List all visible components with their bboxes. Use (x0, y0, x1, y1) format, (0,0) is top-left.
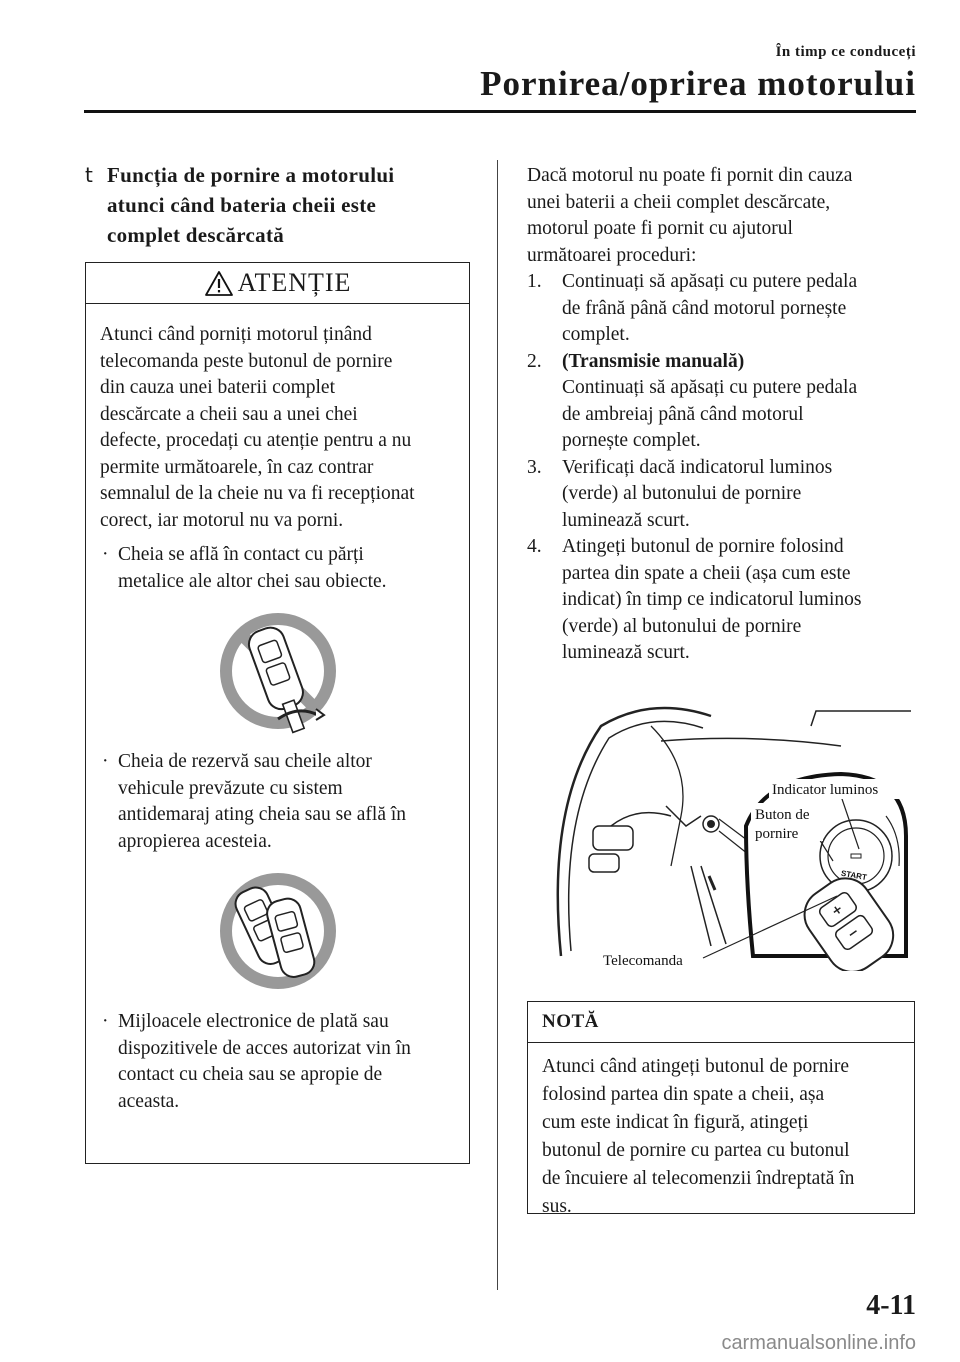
text-line: butonul de pornire cu partea cu butonul (542, 1140, 850, 1161)
text-line: telecomanda peste butonul de pornire (100, 350, 393, 372)
text-line: următoarei proceduri: (527, 244, 697, 266)
section-heading (85, 160, 472, 250)
note-title: NOTĂ (528, 1002, 914, 1043)
text-line: folosind partea din spate a cheii, așa (542, 1084, 825, 1105)
two-keys-prohibited-icon (218, 869, 338, 999)
text-line: Atunci când porniți motorul ținând (100, 324, 372, 345)
text-line: Cheia de rezervă sau cheile altor (118, 751, 372, 772)
text-line: pornește complet. (562, 430, 701, 451)
step-item (527, 269, 917, 349)
warning-header (86, 263, 469, 304)
text-line: aceasta. (118, 1090, 180, 1112)
text-line: dispozitivele de acces autorizat vin în (118, 1037, 411, 1059)
warning-triangle-icon (204, 270, 234, 297)
warning-item (100, 749, 455, 855)
warning-intro (100, 322, 455, 534)
note-body (528, 1043, 914, 1221)
text-line: apropierea acesteia. (118, 830, 272, 852)
text-line: complet. (562, 324, 630, 345)
text-line: permite următoarele, în caz contrar (100, 456, 374, 478)
heading-line: Funcția de pornire a motorului (107, 163, 395, 187)
header-rule (84, 110, 916, 113)
text-line: metalice ale altor chei sau obiecte. (118, 570, 387, 592)
text-line: unei baterii a cheii complet descărcate, (527, 191, 831, 213)
text-line: Verificați dacă indicatorul luminos (562, 456, 833, 478)
warning-title: ATENȚIE (237, 268, 352, 297)
step-number: 4. (527, 536, 542, 557)
heading-line: atunci când bateria cheii este (107, 193, 377, 217)
text-line: cum este indicat în figură, atingeți (542, 1112, 809, 1133)
step-item (527, 534, 917, 667)
key-contact-metal-prohibited-icon (218, 609, 338, 739)
text-line: contact cu cheia sau se apropie de (118, 1064, 383, 1085)
warning-box (85, 262, 470, 1164)
start-button-label-line1: Buton de (755, 807, 810, 823)
text-line: Atingeți butonul de pornire folosind (562, 536, 844, 557)
text-line: Continuați să apăsați cu putere pedala (562, 377, 858, 398)
left-column (85, 160, 472, 250)
step-subheading: (Transmisie manuală) (562, 350, 745, 372)
text-line: Atunci când atingeți butonul de pornire (542, 1056, 850, 1077)
header-title: Pornirea/oprirea motorului (480, 64, 916, 103)
warning-item (100, 1009, 455, 1115)
heading-line: complet descărcată (107, 223, 285, 247)
step-number: 3. (527, 456, 542, 478)
note-box (527, 1001, 915, 1217)
text-line: motorul poate fi pornit cu ajutorul (527, 218, 793, 239)
text-line: din cauza unei baterii complet (100, 377, 335, 398)
text-line: corect, iar motorul nu va porni. (100, 509, 344, 531)
text-line: de încuiere al telecomenzii îndreptată în (542, 1168, 855, 1189)
text-line: Continuați să apăsați cu putere pedala (562, 271, 858, 292)
intro-paragraph (527, 163, 917, 269)
text-line: defecte, procedați cu atenție pentru a nu (100, 430, 412, 451)
bullet-dot-icon: · (102, 751, 109, 772)
column-divider (497, 160, 498, 1290)
text-line: semnalul de la cheie nu va fi recepționat (100, 483, 415, 504)
text-line: indicat) în timp ce indicatorul luminos (562, 589, 862, 610)
text-line: (verde) al butonului de pornire (562, 483, 802, 504)
bullet-dot-icon: · (102, 544, 109, 565)
text-line: de ambreiaj până când motorul (562, 403, 804, 425)
step-number: 1. (527, 271, 542, 292)
text-line: luminează scurt. (562, 642, 690, 663)
step-number: 2. (527, 350, 542, 372)
text-line: (verde) al butonului de pornire (562, 615, 802, 637)
warning-body (86, 304, 469, 1115)
warning-item (100, 542, 455, 595)
text-line: descărcate a cheii sau a unei chei (100, 403, 358, 425)
text-line: antidemaraj ating cheia sau se află în (118, 804, 407, 825)
bullet-dot-icon: · (102, 1011, 109, 1032)
start-button-illustration (541, 686, 916, 971)
text-line: sus. (542, 1196, 572, 1217)
indicator-label: Indicator luminos (772, 782, 879, 798)
text-line: Cheia se află în contact cu părți (118, 544, 364, 565)
text-line: Dacă motorul nu poate fi pornit din cauza (527, 165, 853, 186)
text-line: de frână până când motorul pornește (562, 297, 847, 319)
start-button-label-line2: pornire (755, 826, 799, 842)
text-line: vehicule prevăzute cu sistem (118, 777, 343, 799)
step-item (527, 455, 917, 535)
page-number: 4-11 (866, 1290, 916, 1321)
text-line: partea din spate a cheii (așa cum este (562, 562, 851, 584)
header-section: În timp ce conduceți (775, 44, 916, 60)
start-text: START (840, 868, 868, 883)
text-line: luminează scurt. (562, 509, 690, 531)
step-item (527, 349, 917, 455)
text-line: Mijloacele electronice de plată sau (118, 1011, 389, 1032)
right-column (527, 163, 917, 667)
watermark: carmanualsonline.info (721, 1332, 916, 1354)
remote-label: Telecomanda (603, 953, 683, 969)
section-bullet: t (85, 163, 94, 187)
